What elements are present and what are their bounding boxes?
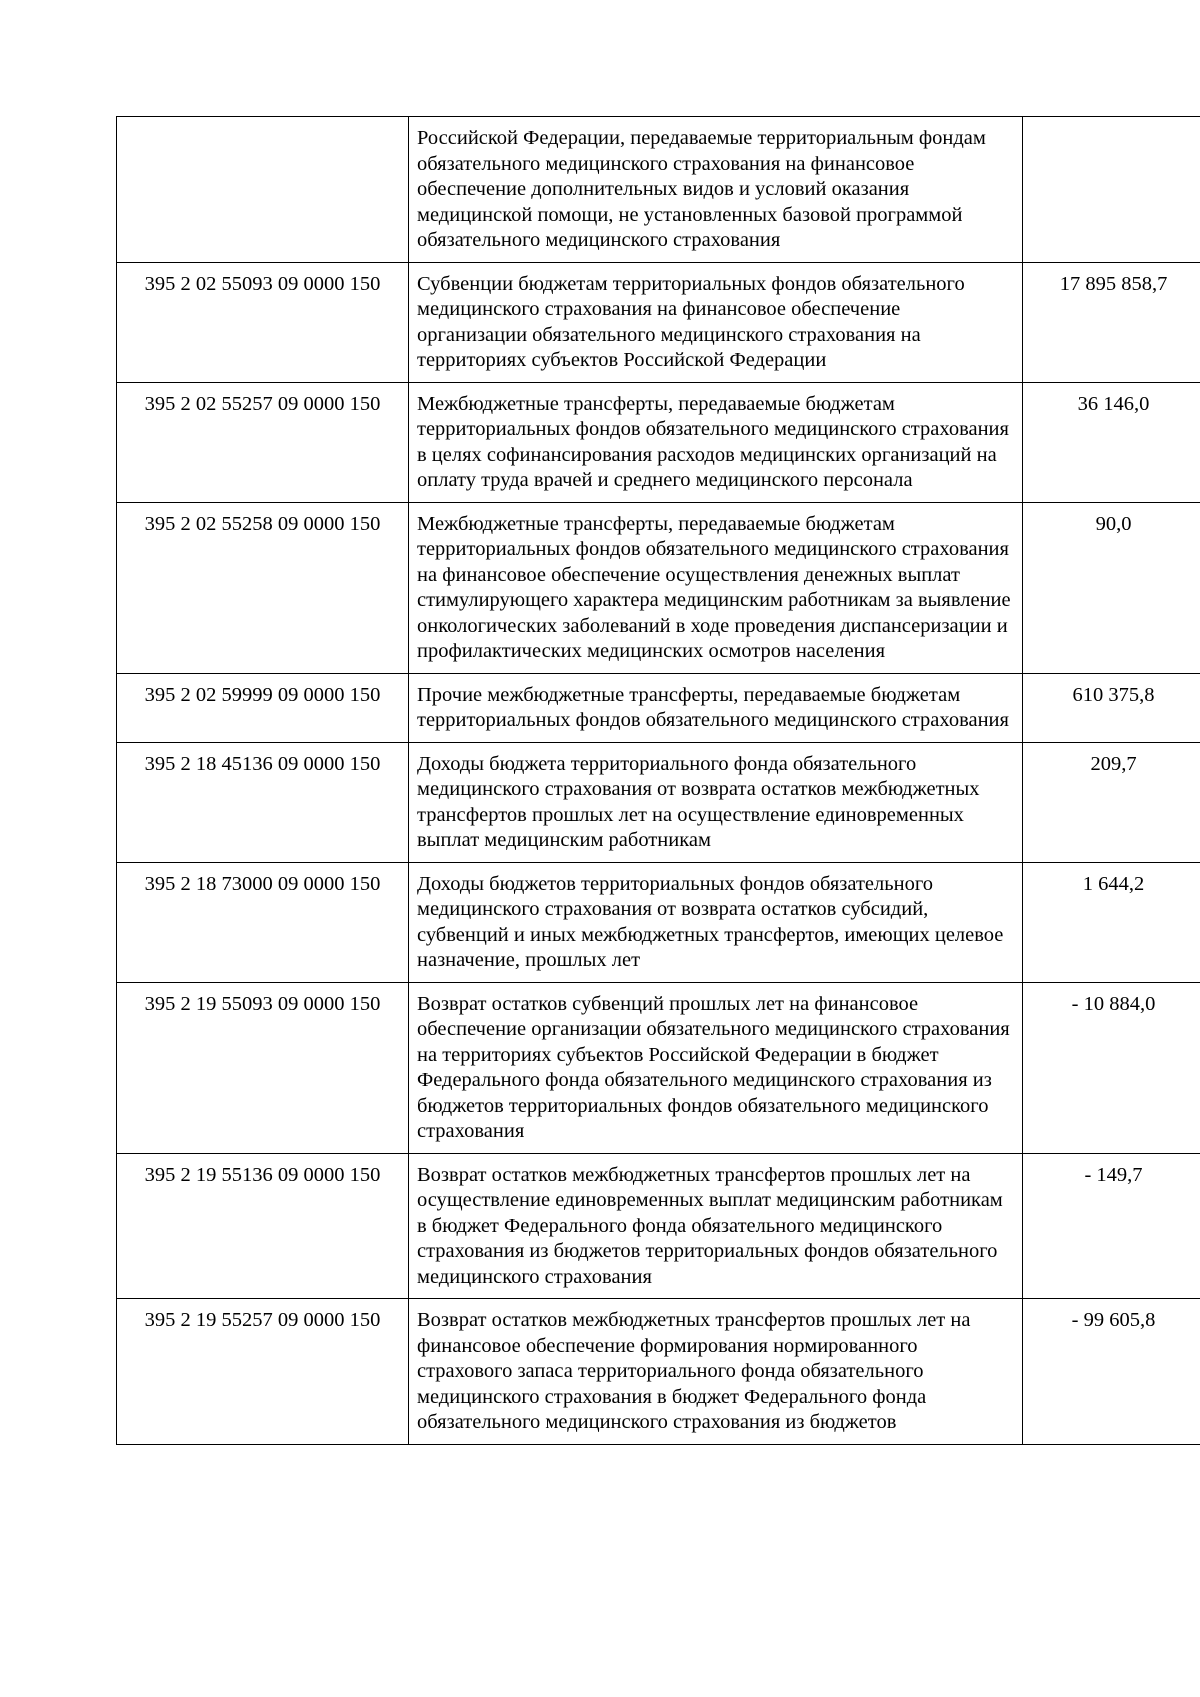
- description-cell: Возврат остатков межбюджетных трансфертов прошлых лет на финансовое обеспечение формирования нормированного страхового запаса территориального фонда обязательного медицинского страхования в бюджет Федерального фонда обязательного медицинского страхования из бюджетов: [409, 1299, 1023, 1445]
- budget-code-cell: 395 2 02 59999 09 0000 150: [117, 673, 409, 742]
- amount-cell: - 10 884,0: [1023, 982, 1200, 1153]
- amount-cell: 209,7: [1023, 742, 1200, 862]
- description-cell: Возврат остатков межбюджетных трансфертов прошлых лет на осуществление единовременных выплат медицинским работникам в бюджет Федерального фонда обязательного медицинского страхования из бюджетов территориальных фондов обязательного медицинского страхования: [409, 1153, 1023, 1299]
- budget-code-cell: 395 2 02 55257 09 0000 150: [117, 382, 409, 502]
- budget-code-cell: 395 2 02 55093 09 0000 150: [117, 262, 409, 382]
- table-row: [117, 382, 1200, 502]
- description-cell: Межбюджетные трансферты, передаваемые бюджетам территориальных фондов обязательного медицинского страхования на финансовое обеспечение осуществления денежных выплат стимулирующего характера медицинским работникам за выявление онкологических заболеваний в ходе проведения диспансеризации и профилактических медицинских осмотров населения: [409, 502, 1023, 673]
- budget-code-cell: 395 2 19 55136 09 0000 150: [117, 1153, 409, 1299]
- amount-cell: [1023, 117, 1200, 263]
- budget-code-cell: 395 2 19 55093 09 0000 150: [117, 982, 409, 1153]
- table-row: [117, 673, 1200, 742]
- amount-cell: 1 644,2: [1023, 862, 1200, 982]
- amount-cell: 36 146,0: [1023, 382, 1200, 502]
- amount-cell: 610 375,8: [1023, 673, 1200, 742]
- amount-cell: 17 895 858,7: [1023, 262, 1200, 382]
- description-cell: Российской Федерации, передаваемые территориальным фондам обязательного медицинского страхования на финансовое обеспечение дополнительных видов и условий оказания медицинской помощи, не установленных базовой программой обязательного медицинского страхования: [409, 117, 1023, 263]
- description-cell: Доходы бюджета территориального фонда обязательного медицинского страхования от возврата остатков межбюджетных трансфертов прошлых лет на осуществление единовременных выплат медицинским работникам: [409, 742, 1023, 862]
- budget-code-cell: [117, 117, 409, 263]
- amount-cell: 90,0: [1023, 502, 1200, 673]
- table-row: [117, 1299, 1200, 1445]
- description-cell: Субвенции бюджетам территориальных фондов обязательного медицинского страхования на финансовое обеспечение организации обязательного медицинского страхования на территориях субъектов Российской Федерации: [409, 262, 1023, 382]
- table-row: [117, 862, 1200, 982]
- budget-code-cell: 395 2 02 55258 09 0000 150: [117, 502, 409, 673]
- table-row: [117, 502, 1200, 673]
- table-row: [117, 1153, 1200, 1299]
- description-cell: Возврат остатков субвенций прошлых лет на финансовое обеспечение организации обязательного медицинского страхования на территориях субъектов Российской Федерации в бюджет Федерального фонда обязательного медицинского страхования из бюджетов территориальных фондов обязательного медицинского страхования: [409, 982, 1023, 1153]
- budget-code-cell: 395 2 19 55257 09 0000 150: [117, 1299, 409, 1445]
- table-row: [117, 982, 1200, 1153]
- table-row: [117, 117, 1200, 263]
- amount-cell: - 99 605,8: [1023, 1299, 1200, 1445]
- table-row: [117, 742, 1200, 862]
- budget-code-cell: 395 2 18 45136 09 0000 150: [117, 742, 409, 862]
- table-row: [117, 262, 1200, 382]
- description-cell: Прочие межбюджетные трансферты, передаваемые бюджетам территориальных фондов обязательного медицинского страхования: [409, 673, 1023, 742]
- budget-revenue-table: [116, 116, 1200, 1445]
- description-cell: Межбюджетные трансферты, передаваемые бюджетам территориальных фондов обязательного медицинского страхования в целях софинансирования расходов медицинских организаций на оплату труда врачей и среднего медицинского персонала: [409, 382, 1023, 502]
- amount-cell: - 149,7: [1023, 1153, 1200, 1299]
- description-cell: Доходы бюджетов территориальных фондов обязательного медицинского страхования от возврата остатков субсидий, субвенций и иных межбюджетных трансфертов, имеющих целевое назначение, прошлых лет: [409, 862, 1023, 982]
- budget-code-cell: 395 2 18 73000 09 0000 150: [117, 862, 409, 982]
